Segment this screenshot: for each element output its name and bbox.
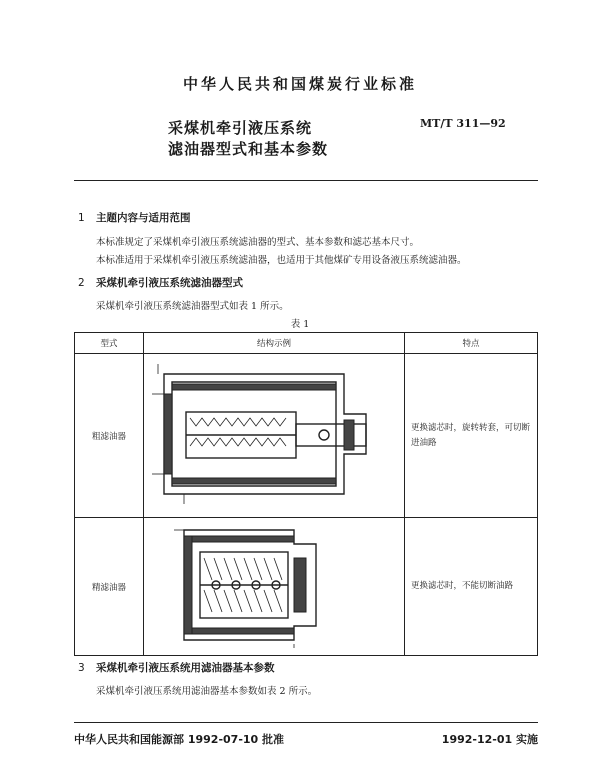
row-feature bbox=[405, 518, 538, 656]
feature-line-1: 更换滤芯时，不能切断油路 bbox=[411, 581, 514, 591]
table-1-caption: 表 1 bbox=[290, 319, 310, 330]
coarse-filter-drawing bbox=[144, 354, 404, 514]
section-1-para-2: 本标准适用于采煤机牵引液压系统滤油器，也适用于其他煤矿专用设备液压系统滤油器。 bbox=[96, 255, 467, 266]
section-title: 采煤机牵引液压系统滤油器型式 bbox=[96, 277, 243, 289]
approval-info: 中华人民共和国能源部 1992-07-10 批准 bbox=[74, 733, 285, 746]
doc-title-line1: 采煤机牵引液压系统 bbox=[168, 119, 313, 137]
header-divider bbox=[74, 180, 538, 181]
feature-line-2: 进油路 bbox=[411, 437, 437, 448]
table-row bbox=[75, 518, 538, 656]
table-row bbox=[75, 354, 538, 518]
row-type: 精滤油器 bbox=[75, 518, 144, 656]
section-3-heading bbox=[78, 660, 275, 675]
header-feature: 特点 bbox=[405, 333, 538, 354]
section-1-para-1: 本标准规定了采煤机牵引液压系统滤油器的型式、基本参数和滤芯基本尺寸。 bbox=[96, 237, 420, 248]
effective-date: 1992-12-01 实施 bbox=[441, 733, 538, 746]
section-number: 1 bbox=[78, 212, 85, 224]
section-2-heading bbox=[78, 275, 243, 290]
table-1 bbox=[74, 332, 538, 656]
section-2-para-1: 采煤机牵引液压系统滤油器型式如表 1 所示。 bbox=[96, 301, 289, 312]
table-header-row bbox=[75, 333, 538, 354]
section-1-heading bbox=[78, 210, 191, 225]
row-feature bbox=[405, 354, 538, 518]
section-3-para-1: 采煤机牵引液压系统用滤油器基本参数如表 2 所示。 bbox=[96, 686, 318, 697]
feature-line-1: 更换滤芯时，旋转转套，可切断 bbox=[411, 422, 531, 433]
section-number: 2 bbox=[78, 277, 85, 289]
doc-title-line2: 滤油器型式和基本参数 bbox=[168, 140, 329, 158]
header-type: 型式 bbox=[75, 333, 144, 354]
header-structure: 结构示例 bbox=[144, 333, 405, 354]
section-title: 采煤机牵引液压系统用滤油器基本参数 bbox=[96, 662, 275, 674]
standard-number: MT/T 311—92 bbox=[420, 117, 506, 130]
section-title: 主题内容与适用范围 bbox=[96, 212, 191, 224]
fine-filter-drawing bbox=[144, 518, 404, 652]
issuing-standard-header: 中华人民共和国煤炭行业标准 bbox=[182, 75, 417, 93]
footer-divider bbox=[74, 722, 538, 723]
coarse-filter-drawing-cell bbox=[144, 354, 405, 518]
row-type: 粗滤油器 bbox=[75, 354, 144, 518]
fine-filter-drawing-cell bbox=[144, 518, 405, 656]
section-number: 3 bbox=[78, 662, 85, 674]
